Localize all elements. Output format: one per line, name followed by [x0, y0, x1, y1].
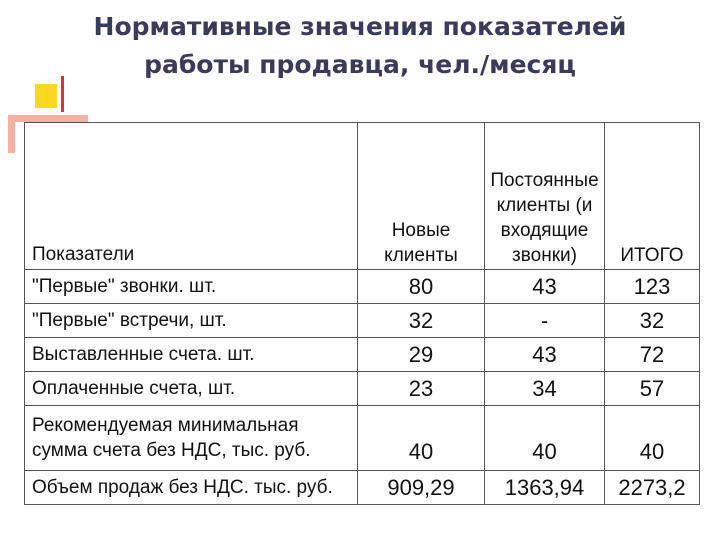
- cell-new: 32: [358, 304, 485, 338]
- slide-title: [0, 8, 720, 84]
- cell-total: 2273,2: [605, 471, 700, 505]
- row-label: Рекомендуемая минимальная сумма счета без НДС, тыс. руб.: [25, 406, 358, 471]
- row-label: Оплаченные счета, шт.: [25, 372, 358, 406]
- decorative-red-line: [61, 76, 64, 112]
- header-new-clients: Новые клиенты: [358, 123, 485, 270]
- row-label: Выставленные счета. шт.: [25, 338, 358, 372]
- row-label: "Первые" встречи, шт.: [25, 304, 358, 338]
- decorative-yellow-square: [35, 84, 57, 108]
- row-label: Объем продаж без НДС. тыс. руб.: [25, 471, 358, 505]
- cell-total: 57: [605, 372, 700, 406]
- cell-new: 909,29: [358, 471, 485, 505]
- cell-regular: 40: [485, 406, 605, 471]
- cell-new: 80: [358, 270, 485, 304]
- header-regular-clients: Постоянные клиенты (и входящие звонки): [485, 123, 605, 270]
- cell-total: 40: [605, 406, 700, 471]
- table-row: [25, 372, 700, 406]
- table-row: [25, 270, 700, 304]
- slide-title-line-1: Нормативные значения показателей: [93, 12, 627, 41]
- cell-regular: 34: [485, 372, 605, 406]
- decorative-pink-bar-vertical: [8, 115, 15, 153]
- cell-total: 32: [605, 304, 700, 338]
- table-row: [25, 338, 700, 372]
- table-row: [25, 304, 700, 338]
- cell-regular: 43: [485, 270, 605, 304]
- row-label: "Первые" звонки. шт.: [25, 270, 358, 304]
- table-row: [25, 406, 700, 471]
- decorative-pink-bar-horizontal: [8, 115, 88, 122]
- cell-regular: -: [485, 304, 605, 338]
- header-total: ИТОГО: [605, 123, 700, 270]
- cell-new: 23: [358, 372, 485, 406]
- table-row: [25, 471, 700, 505]
- cell-new: 29: [358, 338, 485, 372]
- slide-title-line-2: работы продавца, чел./месяц: [144, 50, 576, 79]
- indicators-table: [24, 122, 700, 505]
- cell-regular: 1363,94: [485, 471, 605, 505]
- table-header-row: [25, 123, 700, 270]
- cell-total: 123: [605, 270, 700, 304]
- cell-new: 40: [358, 406, 485, 471]
- header-indicators: Показатели: [25, 123, 358, 270]
- cell-total: 72: [605, 338, 700, 372]
- cell-regular: 43: [485, 338, 605, 372]
